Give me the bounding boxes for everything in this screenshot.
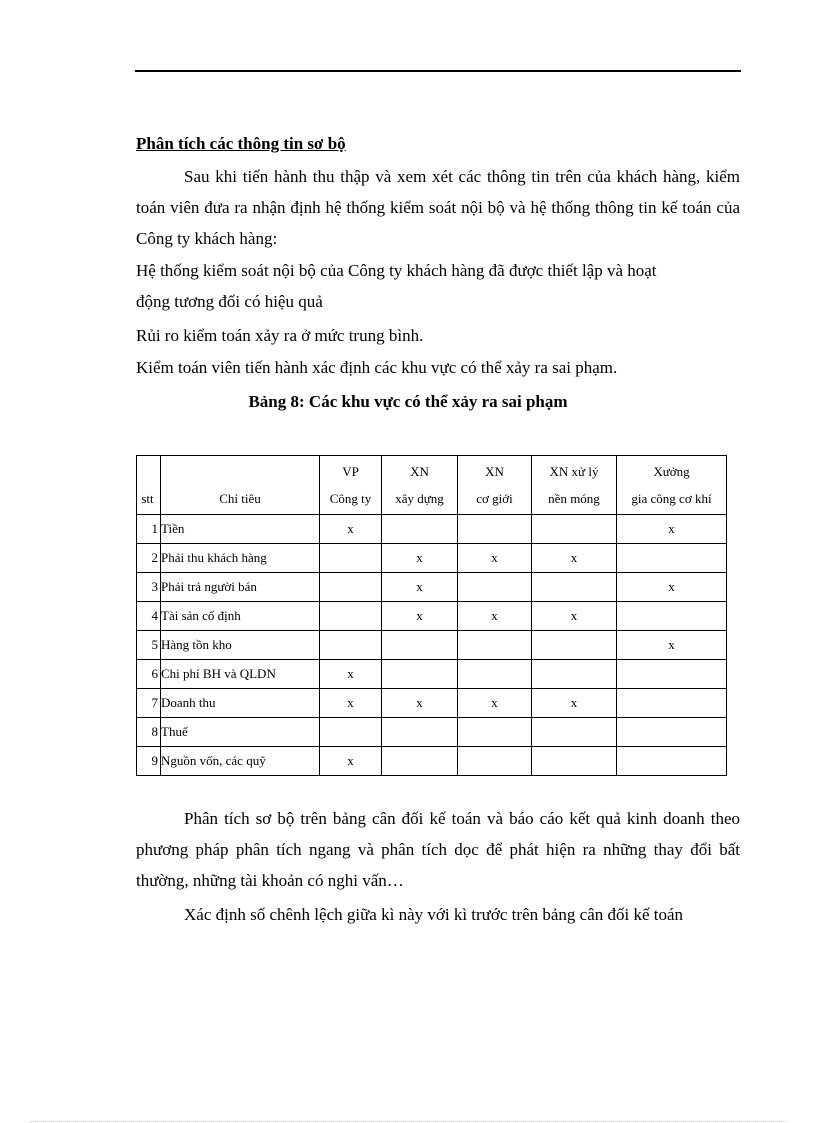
finding-internal-control-cont: động tương đối có hiệu quả xyxy=(136,292,323,311)
error-areas-table xyxy=(136,455,727,776)
table-row: 6 Chi phí BH và QLDN x xyxy=(137,660,727,689)
header-stt: stt xyxy=(137,456,161,515)
table-row: 5 Hàng tồn kho x xyxy=(137,631,727,660)
finding-internal-control: Hệ thống kiểm soát nội bộ của Công ty khách hàng đã được thiết lập và hoạt xyxy=(136,261,657,280)
section-title: Phân tích các thông tin sơ bộ xyxy=(136,134,346,153)
header-rule xyxy=(135,70,741,72)
paragraph-difference: Xác định số chênh lệch giữa kì này với kì trước trên bảng cân đối kế toán xyxy=(184,905,684,924)
page-bottom-border xyxy=(30,1121,786,1122)
header-gc: Xưởng gia công cơ khí xyxy=(617,456,727,515)
header-name: Chỉ tiêu xyxy=(161,456,320,515)
table-row: 8 Thuế xyxy=(137,718,727,747)
finding-error-areas: Kiểm toán viên tiến hành xác định các khu vực có thể xảy ra sai phạm. xyxy=(136,358,618,377)
paragraph-intro: Sau khi tiến hành thu thập và xem xét các thông tin trên của khách hàng, kiểm toán viên đưa ra nhận định hệ thống kiểm soát nội bộ và hệ thống thông tin kế toán của Công ty khách hàng: xyxy=(136,167,740,248)
table-header-row xyxy=(137,456,727,515)
table-row: 9 Nguồn vốn, các quỹ x xyxy=(137,747,727,776)
table-row: 4 Tài sản cố định x x x xyxy=(137,602,727,631)
finding-audit-risk: Rủi ro kiểm toán xảy ra ở mức trung bình. xyxy=(136,326,424,345)
table-row: 2 Phải thu khách hàng x x x xyxy=(137,544,727,573)
table-caption: Bảng 8: Các khu vực có thể xảy ra sai phạm xyxy=(248,392,568,411)
paragraph-analysis: Phân tích sơ bộ trên bảng cân đối kế toán và báo cáo kết quả kinh doanh theo phương pháp phân tích ngang và phân tích dọc để phát hiện ra những thay đổi bất thường, những tài khoản có nghi vấn… xyxy=(136,809,740,890)
table-row: 7 Doanh thu x x x x xyxy=(137,689,727,718)
header-vp: VP Công ty xyxy=(320,456,382,515)
header-cg: XN cơ giới xyxy=(458,456,532,515)
table-row: 1 Tiền x x xyxy=(137,515,727,544)
header-nm: XN xử lý nền móng xyxy=(532,456,617,515)
header-xd: XN xây dựng xyxy=(382,456,458,515)
table-row: 3 Phải trả người bán x x xyxy=(137,573,727,602)
